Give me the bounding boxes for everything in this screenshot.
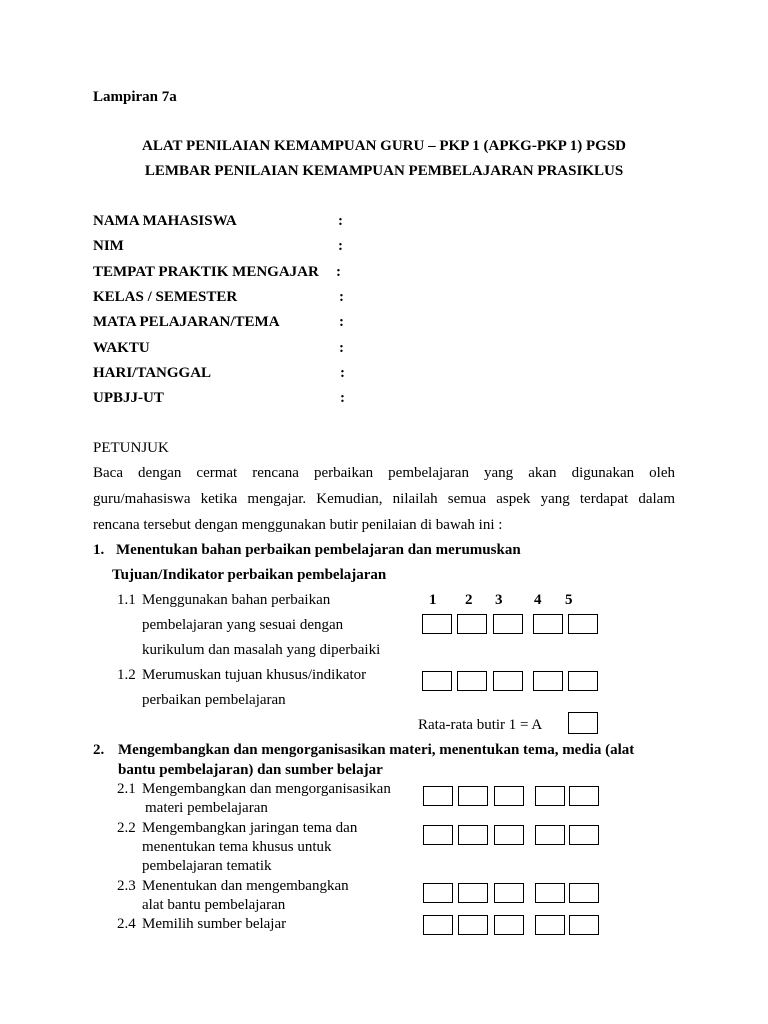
field-separator: : [339,314,344,330]
document-title: ALAT PENILAIAN KEMAMPUAN GURU – PKP 1 (APKG-PKP 1) PGSD [141,138,626,154]
rating-box-2[interactable] [457,614,487,634]
field-label: MATA PELAJARAN/TEMA [93,314,280,330]
item-text: Menentukan dan mengembangkan [142,878,349,894]
rating-box-2[interactable] [458,786,488,806]
field-kelas-semester [93,289,237,306]
item-text: pembelajaran tematik [142,858,272,874]
item-text: Merumuskan tujuan khusus/indikator [142,667,367,683]
rating-box-2[interactable] [458,883,488,903]
scale-label-3: 3 [495,592,503,608]
rating-box-3[interactable] [494,915,524,935]
attachment-label: Lampiran 7a [93,89,177,105]
item-text: pembelajaran yang sesuai dengan [142,617,344,633]
item-number: 1.1 [117,592,136,608]
rating-box-3[interactable] [494,825,524,845]
field-label: TEMPAT PRAKTIK MENGAJAR [93,264,319,280]
rating-box-3[interactable] [493,614,523,634]
section1-title-continued: Tujuan/Indikator perbaikan pembelajaran [112,567,387,583]
rating-box-5[interactable] [568,614,598,634]
instructions-line: rencana tersebut dengan menggunakan butir penilaian di bawah ini : [93,517,503,533]
item-text: kurikulum dan masalah yang diperbaiki [142,642,381,658]
section1-number: 1. [93,542,105,558]
item-text: Memilih sumber belajar [142,916,287,932]
item-number: 1.2 [117,667,136,683]
instructions-line: Baca dengan cermat rencana perbaikan pembelajaran yang akan digunakan oleh [93,465,675,481]
item-number: 2.1 [117,781,136,797]
field-label: HARI/TANGGAL [93,365,212,381]
field-label: WAKTU [93,340,150,356]
rating-box-4[interactable] [533,614,563,634]
rating-box-1[interactable] [423,786,453,806]
field-label: UPBJJ-UT [93,390,164,406]
rating-box-3[interactable] [494,883,524,903]
item-text: Mengembangkan dan mengorganisasikan [142,781,391,797]
rating-box-4[interactable] [535,915,565,935]
section2-title-continued: bantu pembelajaran) dan sumber belajar [118,762,383,778]
rating-box-4[interactable] [535,825,565,845]
field-separator: : [338,238,343,254]
field-nim [93,238,124,255]
field-label: KELAS / SEMESTER [93,289,238,305]
rating-box-2[interactable] [458,825,488,845]
field-hari-tanggal [93,365,211,382]
section2-number: 2. [93,742,105,758]
rating-box-1[interactable] [422,671,452,691]
instructions-heading: PETUNJUK [93,440,169,456]
field-separator: : [340,390,345,406]
rating-box-1[interactable] [423,825,453,845]
rating-box-5[interactable] [569,883,599,903]
rating-box-5[interactable] [569,915,599,935]
rating-box-4[interactable] [533,671,563,691]
rating-box-3[interactable] [493,671,523,691]
rating-box-1[interactable] [423,915,453,935]
item-number: 2.4 [117,916,136,932]
field-label: NAMA MAHASISWA [93,213,237,229]
rating-box-5[interactable] [569,825,599,845]
rating-box-5[interactable] [568,671,598,691]
average-box[interactable] [568,712,598,734]
scale-label-1: 1 [429,592,437,608]
section2-title: Mengembangkan dan mengorganisasikan materi, menentukan tema, media (alat [118,742,635,758]
field-label: NIM [93,238,124,254]
item-text: menentukan tema khusus untuk [142,839,332,855]
field-separator: : [339,340,344,356]
scale-label-2: 2 [465,592,473,608]
item-text: Menggunakan bahan perbaikan [142,592,331,608]
field-nama-mahasiswa [93,213,237,230]
field-separator: : [339,289,344,305]
rating-box-2[interactable] [457,671,487,691]
field-tempat-praktik [93,264,319,281]
rating-box-4[interactable] [535,883,565,903]
field-separator: : [336,264,341,280]
rating-box-1[interactable] [423,883,453,903]
item-text: Mengembangkan jaringan tema dan [142,820,358,836]
item-number: 2.2 [117,820,136,836]
scale-label-4: 4 [534,592,542,608]
rating-box-5[interactable] [569,786,599,806]
section1-title: Menentukan bahan perbaikan pembelajaran dan merumuskan [116,542,521,558]
item-text: alat bantu pembelajaran [142,897,286,913]
field-upbjj-ut [93,390,164,407]
rating-box-3[interactable] [494,786,524,806]
field-separator: : [340,365,345,381]
item-number: 2.3 [117,878,136,894]
field-waktu [93,340,150,357]
average-label: Rata-rata butir 1 = A [418,717,543,733]
field-separator: : [338,213,343,229]
item-text: perbaikan pembelajaran [142,692,286,708]
instructions-line: guru/mahasiswa ketika mengajar. Kemudian, nilailah semua aspek yang terdapat dalam [93,491,675,507]
rating-box-1[interactable] [422,614,452,634]
rating-box-4[interactable] [535,786,565,806]
field-mata-pelajaran [93,314,280,331]
rating-box-2[interactable] [458,915,488,935]
item-text: materi pembelajaran [145,800,268,816]
scale-label-5: 5 [565,592,573,608]
document-subtitle: LEMBAR PENILAIAN KEMAMPUAN PEMBELAJARAN PRASIKLUS [144,163,624,179]
